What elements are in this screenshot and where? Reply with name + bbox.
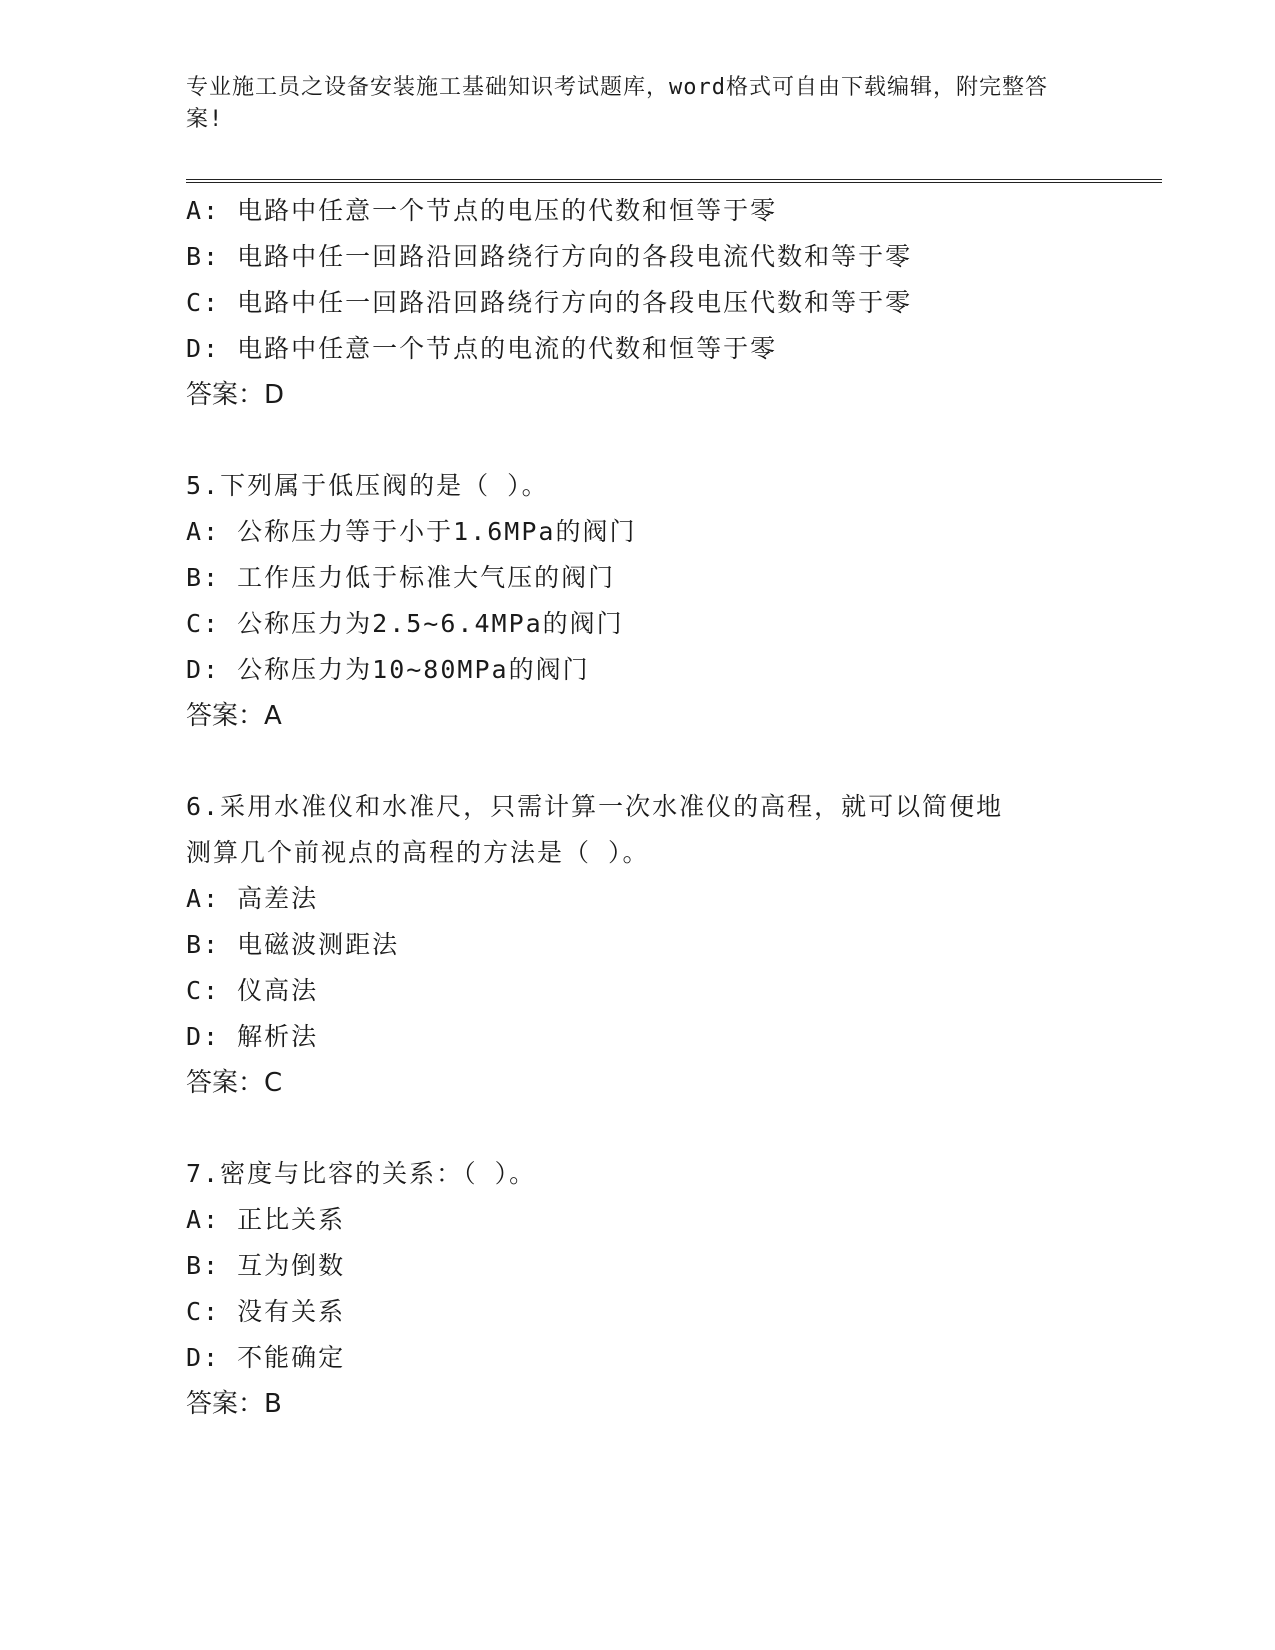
option-a: A: 公称压力等于小于1.6MPa的阀门 bbox=[186, 517, 637, 546]
document-page bbox=[186, 0, 1162, 1650]
question-6 bbox=[186, 784, 1162, 1106]
header-divider bbox=[186, 179, 1162, 183]
document-header: 专业施工员之设备安装施工基础知识考试题库，word格式可自由下载编辑，附完整答案! bbox=[186, 75, 1048, 132]
option-c: C: 没有关系 bbox=[186, 1297, 346, 1326]
option-a: A: 高差法 bbox=[186, 884, 319, 913]
option-a: A: 正比关系 bbox=[186, 1205, 346, 1234]
option-d: D: 不能确定 bbox=[186, 1343, 346, 1372]
option-d: D: 电路中任意一个节点的电流的代数和恒等于零 bbox=[186, 334, 778, 363]
option-b: B: 互为倒数 bbox=[186, 1251, 346, 1280]
answer: 答案：A bbox=[186, 701, 282, 731]
question-4 bbox=[186, 188, 1162, 418]
question-5 bbox=[186, 463, 1162, 739]
option-d: D: 解析法 bbox=[186, 1022, 319, 1051]
question-stem: 7.密度与比容的关系：（ ）。 bbox=[186, 1159, 537, 1188]
option-c: C: 仪高法 bbox=[186, 976, 319, 1005]
option-c: C: 公称压力为2.5~6.4MPa的阀门 bbox=[186, 609, 624, 638]
option-a: A: 电路中任意一个节点的电压的代数和恒等于零 bbox=[186, 196, 778, 225]
question-stem-line-2: 测算几个前视点的高程的方法是（ ）。 bbox=[186, 838, 650, 867]
answer: 答案：C bbox=[186, 1068, 283, 1098]
option-b: B: 电路中任一回路沿回路绕行方向的各段电流代数和等于零 bbox=[186, 242, 913, 271]
question-stem-line-1: 6.采用水准仪和水准尺，只需计算一次水准仪的高程，就可以简便地 bbox=[186, 792, 1004, 821]
option-c: C: 电路中任一回路沿回路绕行方向的各段电压代数和等于零 bbox=[186, 288, 913, 317]
option-d: D: 公称压力为10~80MPa的阀门 bbox=[186, 655, 590, 684]
answer: 答案：D bbox=[186, 380, 285, 410]
option-b: B: 工作压力低于标准大气压的阀门 bbox=[186, 563, 616, 592]
option-b: B: 电磁波测距法 bbox=[186, 930, 400, 959]
question-7 bbox=[186, 1151, 1162, 1427]
answer: 答案：B bbox=[186, 1389, 282, 1419]
question-stem: 5.下列属于低压阀的是（ ）。 bbox=[186, 471, 549, 500]
question-list bbox=[186, 188, 1162, 1427]
